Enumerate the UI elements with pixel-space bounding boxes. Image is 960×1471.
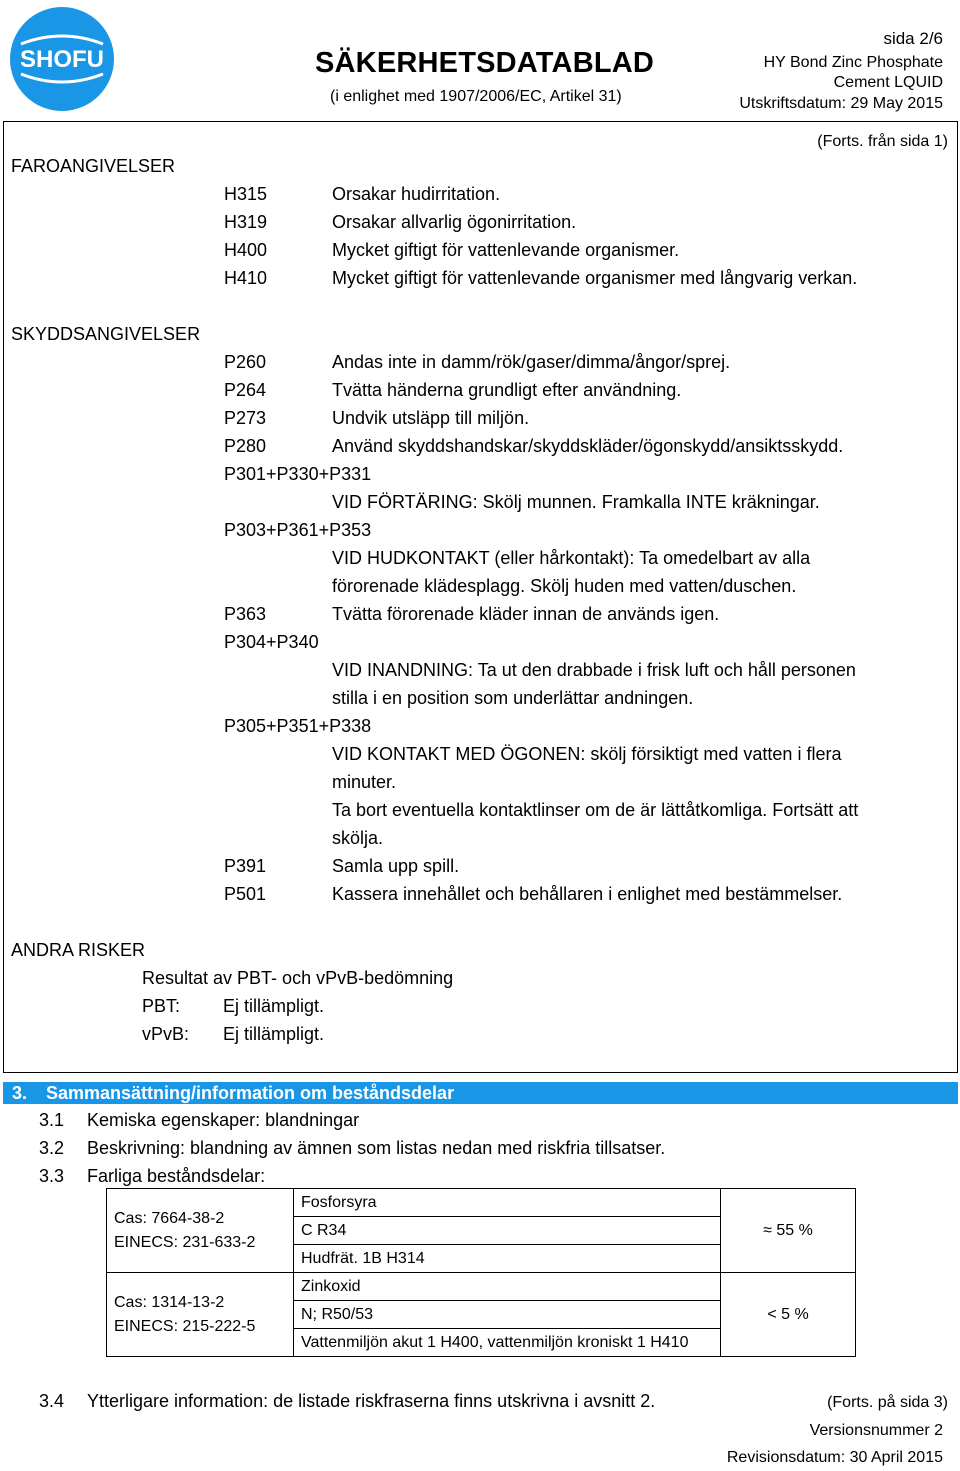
hazard-code: H315 <box>224 184 268 204</box>
vpvb-label: vPvB: <box>142 1024 190 1044</box>
precaution-text: VID KONTAKT MED ÖGONEN: skölj försiktigt med vatten i flera <box>332 744 842 764</box>
precaution-code: P391 <box>224 856 267 876</box>
cas-number: Cas: 7664-38-2 <box>114 1209 225 1227</box>
print-date: Utskriftsdatum: 29 May 2015 <box>739 95 943 112</box>
precaution-text: minuter. <box>332 772 397 792</box>
hazard-text: Orsakar allvarlig ögonirritation. <box>332 212 577 232</box>
precaution-code: P303+P361+P353 <box>224 520 372 540</box>
subsection-number: 3.1 <box>39 1110 65 1130</box>
approx-icon: ≈ <box>763 1221 772 1239</box>
einecs-number: EINECS: 215-222-5 <box>114 1317 256 1335</box>
precaution-code: P301+P330+P331 <box>224 464 372 484</box>
hazard-text: Mycket giftigt för vattenlevande organismer med långvarig verkan. <box>332 268 858 288</box>
continued-from: (Forts. från sida 1) <box>817 133 948 150</box>
substance-name: Fosforsyra <box>294 1189 721 1217</box>
precaution-text: Ta bort eventuella kontaktlinser om de är lättåtkomliga. Fortsätt att <box>332 800 859 820</box>
other-hazards-heading: ANDRA RISKER <box>11 940 146 960</box>
classification: Vattenmiljön akut 1 H400, vattenmiljön kroniskt 1 H410 <box>294 1329 721 1357</box>
document-title: SÄKERHETSDATABLAD <box>315 47 655 79</box>
subsection-text: Beskrivning: blandning av ämnen som listas nedan med riskfria tillsatser. <box>87 1138 666 1158</box>
substance-name: Zinkoxid <box>294 1273 721 1301</box>
precaution-code: P260 <box>224 352 267 372</box>
precaution-text: VID HUDKONTAKT (eller hårkontakt): Ta omedelbart av alla <box>332 548 811 568</box>
svg-text:SHOFU: SHOFU <box>20 46 104 73</box>
precaution-text: skölja. <box>332 828 384 848</box>
precaution-text: Tvätta händerna grundligt efter användning. <box>332 380 682 400</box>
subsection-number: 3.3 <box>39 1166 65 1186</box>
product-name-line2: Cement LQUID <box>833 74 943 91</box>
vpvb-value: Ej tillämpligt. <box>223 1024 325 1044</box>
subsection-text: Ytterligare information: de listade riskfraserna finns utskrivna i avsnitt 2. <box>87 1391 656 1411</box>
hazard-code: H410 <box>224 268 268 288</box>
shofu-logo <box>7 4 117 114</box>
cas-number: Cas: 1314-13-2 <box>114 1293 225 1311</box>
precaution-code: P280 <box>224 436 267 456</box>
precaution-text: stilla i en position som underlättar andningen. <box>332 688 694 708</box>
precaution-code: P264 <box>224 380 267 400</box>
pbt-assessment-title: Resultat av PBT- och vPvB-bedömning <box>142 968 454 988</box>
section3-number: 3. <box>12 1083 28 1103</box>
pbt-value: Ej tillämpligt. <box>223 996 325 1016</box>
percentage-value: 55 % <box>776 1221 813 1239</box>
subsection-text: Kemiska egenskaper: blandningar <box>87 1110 360 1130</box>
section3-title: Sammansättning/information om beståndsdelar <box>46 1083 455 1103</box>
table-row <box>107 1189 856 1217</box>
revision-date: Revisionsdatum: 30 April 2015 <box>726 1449 943 1466</box>
precaution-text: Tvätta förorenade kläder innan de används igen. <box>332 604 720 624</box>
hazard-code: H319 <box>224 212 268 232</box>
hazard-text: Orsakar hudirritation. <box>332 184 501 204</box>
subsection-number: 3.2 <box>39 1138 65 1158</box>
identifier-cell <box>107 1189 294 1273</box>
precaution-code: P501 <box>224 884 267 904</box>
table-row <box>107 1273 856 1301</box>
version-number: Versionsnummer 2 <box>809 1422 943 1439</box>
percentage-cell <box>721 1189 856 1273</box>
hazard-text: Mycket giftigt för vattenlevande organismer. <box>332 240 680 260</box>
precaution-text: Använd skyddshandskar/skyddskläder/ögonskydd/ansiktsskydd. <box>332 436 844 456</box>
pbt-label: PBT: <box>142 996 181 1016</box>
precaution-text: Andas inte in damm/rök/gaser/dimma/ångor/sprej. <box>332 352 731 372</box>
precaution-text: förorenade klädesplagg. Skölj huden med vatten/duschen. <box>332 576 797 596</box>
hazardous-components-table <box>106 1188 856 1357</box>
precaution-text: VID FÖRTÄRING: Skölj munnen. Framkalla INTE kräkningar. <box>332 492 820 512</box>
precaution-text: VID INANDNING: Ta ut den drabbade i frisk luft och håll personen <box>332 660 856 680</box>
continued-to: (Forts. på sida 3) <box>827 1394 948 1411</box>
precaution-text: Kassera innehållet och behållaren i enlighet med bestämmelser. <box>332 884 843 904</box>
hazard-code: H400 <box>224 240 268 260</box>
precaution-text: Samla upp spill. <box>332 856 460 876</box>
precaution-code: P305+P351+P338 <box>224 716 372 736</box>
document-subtitle: (i enlighet med 1907/2006/EC, Artikel 31) <box>330 88 622 105</box>
precaution-code: P273 <box>224 408 267 428</box>
identifier-cell <box>107 1273 294 1357</box>
section2-box <box>3 121 958 1073</box>
hazard-statements-heading: FAROANGIVELSER <box>11 156 176 176</box>
precautionary-statements-heading: SKYDDSANGIVELSER <box>11 324 201 344</box>
page-number: sida 2/6 <box>883 29 943 48</box>
product-name-line1: HY Bond Zinc Phosphate <box>763 54 943 71</box>
precaution-text: Undvik utsläpp till miljön. <box>332 408 530 428</box>
subsection-number: 3.4 <box>39 1391 65 1411</box>
section3-header <box>3 1082 958 1104</box>
classification: C R34 <box>294 1217 721 1245</box>
subsection-text: Farliga beståndsdelar: <box>87 1166 266 1186</box>
einecs-number: EINECS: 231-633-2 <box>114 1233 256 1251</box>
classification: Hudfrät. 1B H314 <box>294 1245 721 1273</box>
classification: N; R50/53 <box>294 1301 721 1329</box>
precaution-code: P304+P340 <box>224 632 319 652</box>
precaution-code: P363 <box>224 604 267 624</box>
percentage-cell <box>721 1273 856 1357</box>
percentage-value: < 5 % <box>767 1305 809 1323</box>
